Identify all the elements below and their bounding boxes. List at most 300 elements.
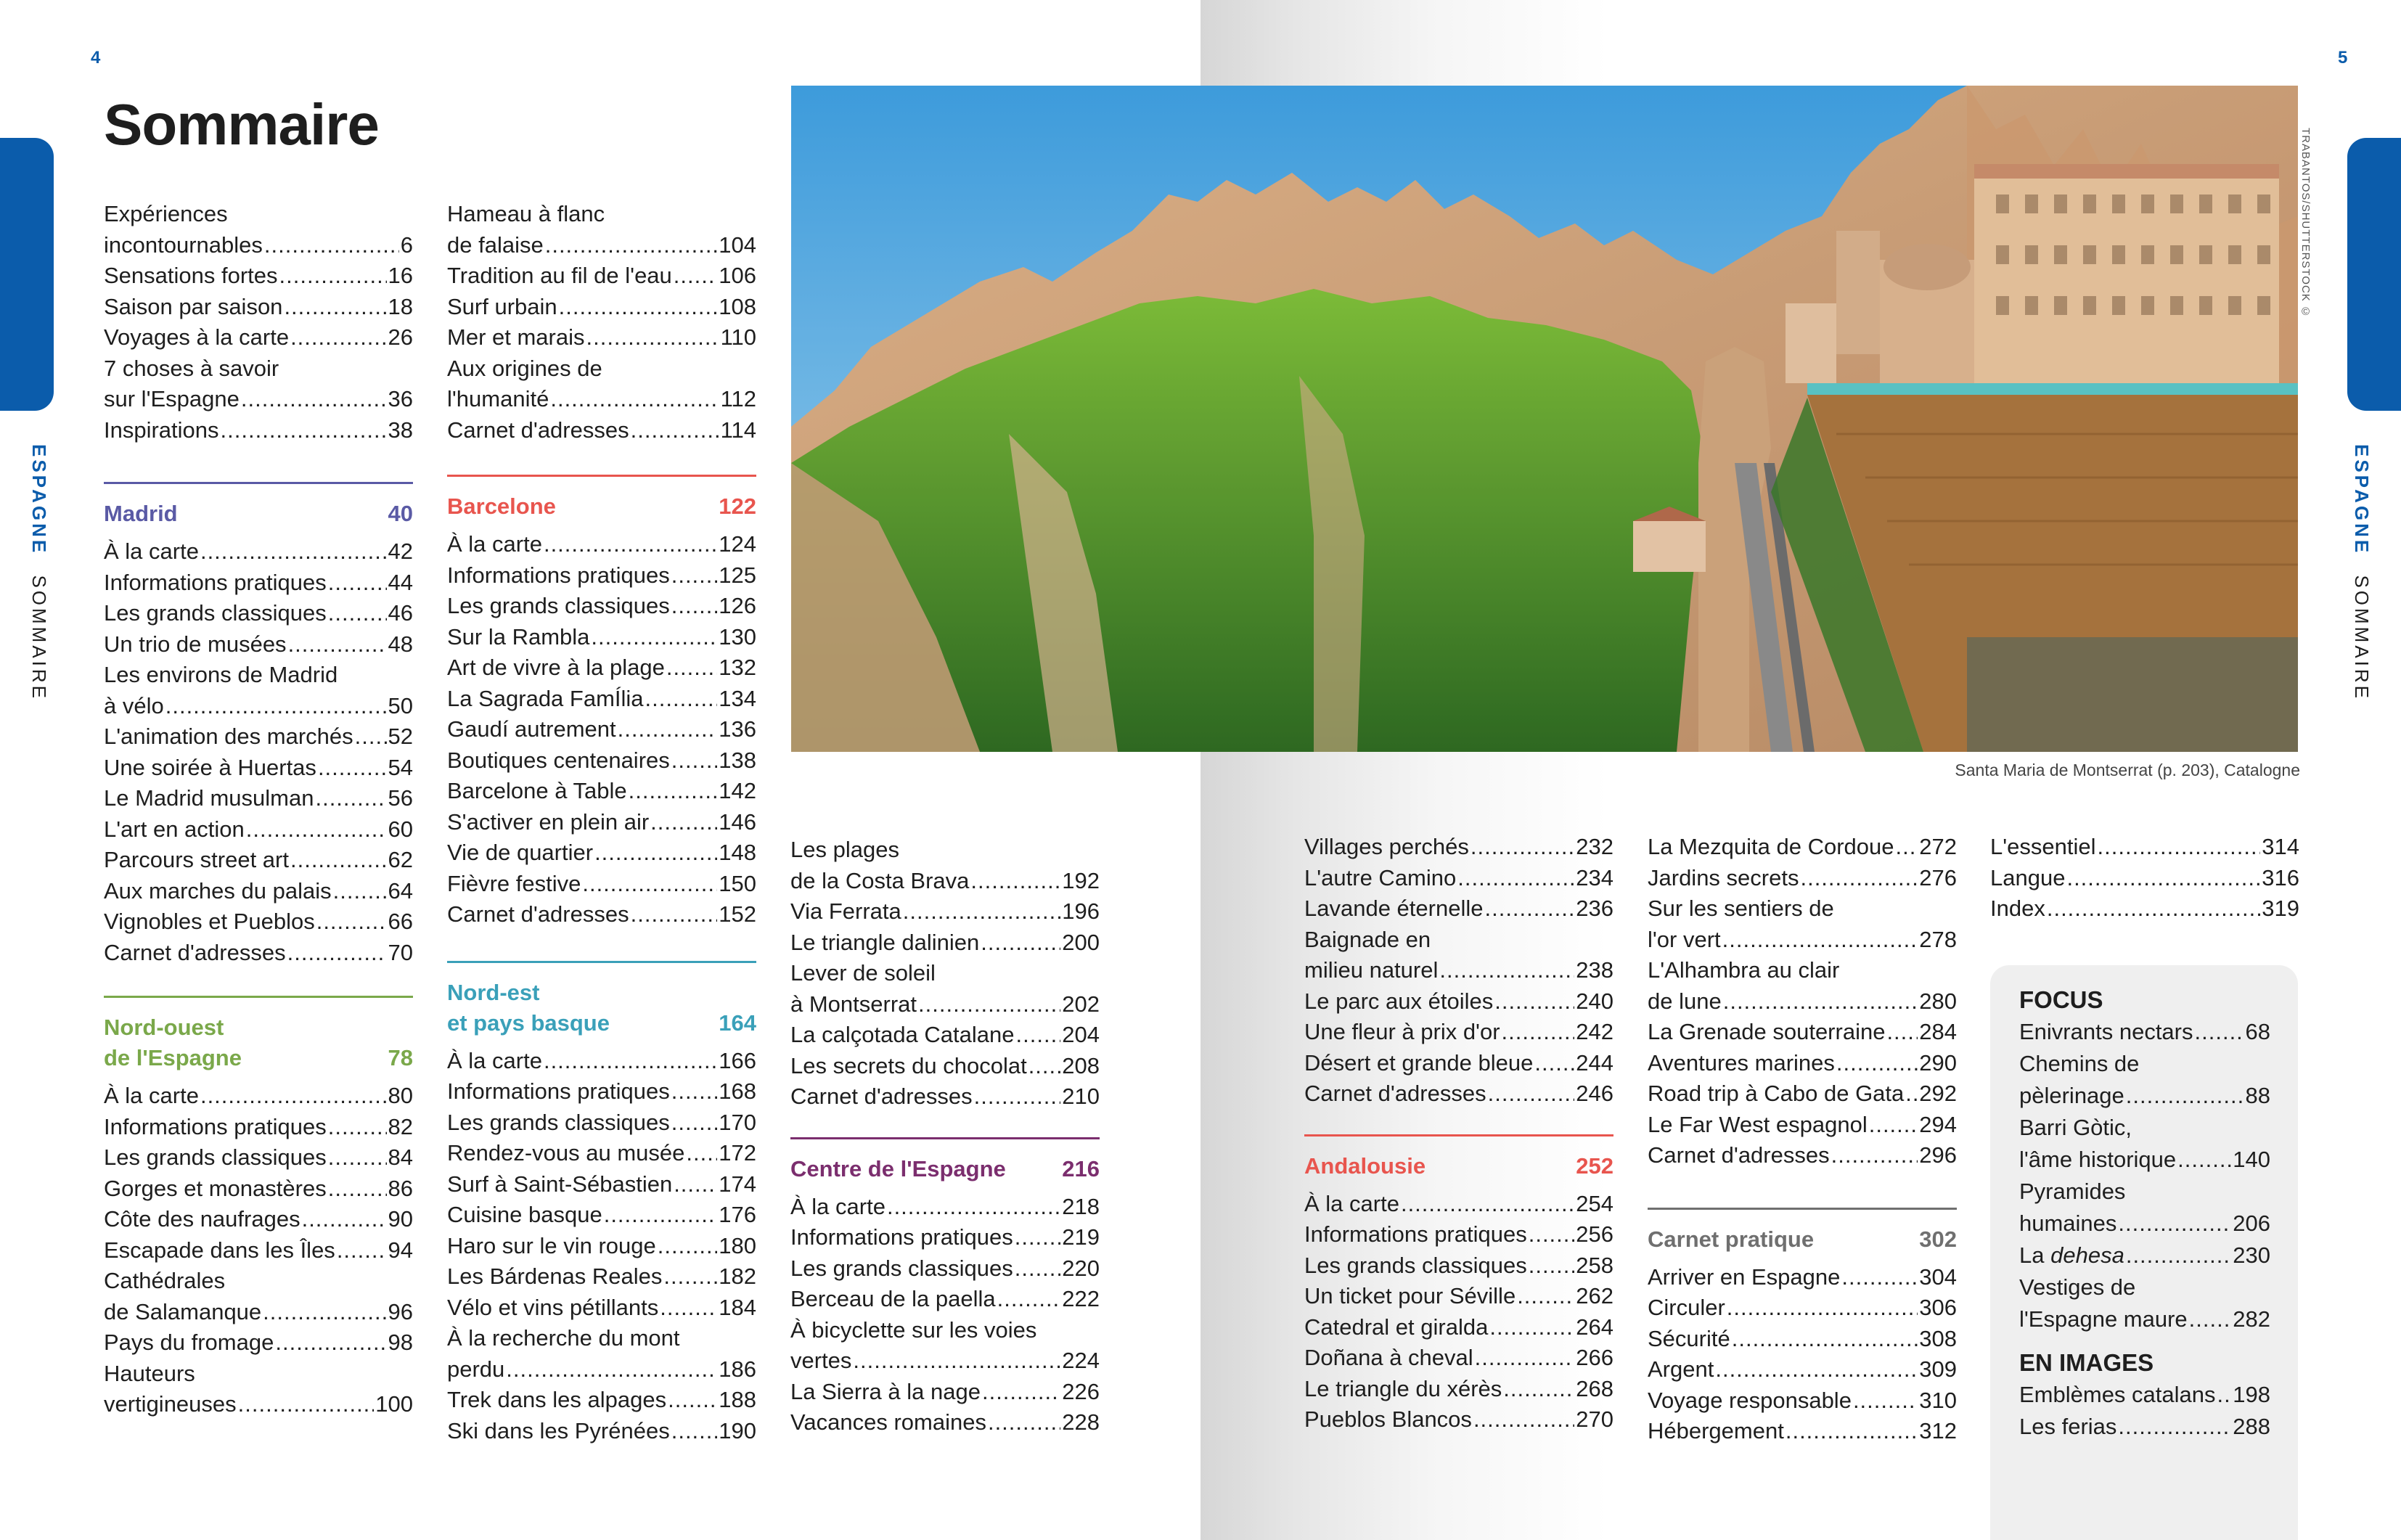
toc-entry-title: sur l'Espagne [104,386,240,411]
toc-entry-title: L'essentiel [1990,834,2096,859]
toc-entry-page: 126 [719,593,756,618]
toc-entry[interactable] [790,835,1100,896]
toc-entry-title: Aventures marines [1648,1049,1835,1076]
toc-entry[interactable] [447,869,756,900]
toc-entry[interactable] [104,1266,413,1327]
toc-entry-page: 190 [719,1417,756,1443]
toc-entry-title: Via Ferrata [790,898,901,924]
toc-entry-title-line: Aux origines de [447,355,602,381]
toc-entry-page: 314 [2262,834,2299,859]
dot-leader [1727,1293,1918,1324]
toc-section-centre [790,1137,1100,1438]
toc-entry-page: 132 [719,655,756,680]
toc-entry[interactable] [104,568,413,599]
section-heading-centre[interactable] [790,1137,1100,1184]
toc-entry[interactable] [790,1192,1100,1223]
toc-entry-title: Boutiques centenaires [447,747,670,773]
dot-leader [650,807,717,838]
toc-group-intro-3 [790,835,1100,1113]
toc-entry[interactable] [1648,1017,1957,1048]
toc-group-nordouest [104,1081,413,1420]
focus-box-content [2019,980,2270,1443]
toc-entry-title: Le Far West espagnol [1648,1111,1868,1137]
section-page-nordouest: 78 [388,1045,413,1070]
dot-leader [2047,893,2260,925]
toc-entry[interactable] [104,1112,413,1143]
toc-entry[interactable] [1304,863,1613,894]
dot-leader [328,1112,387,1143]
toc-entry[interactable] [104,1327,413,1359]
toc-entry-title: Escapade dans les Îles [104,1237,335,1263]
toc-entry[interactable] [1304,986,1613,1017]
toc-entry[interactable] [1304,1343,1613,1374]
toc-entry[interactable] [2019,1271,2270,1335]
toc-entry[interactable] [447,1261,756,1293]
dot-leader [1503,1374,1574,1405]
toc-entry-page: 166 [719,1047,756,1073]
toc-entry[interactable] [104,1359,413,1420]
toc-entry[interactable] [447,292,756,323]
toc-entry-title: à Montserrat [790,991,917,1017]
toc-entry-title: incontournables [104,232,263,258]
toc-entry-page: 94 [388,1237,413,1263]
toc-entry[interactable] [790,958,1100,1020]
section-heading-nordouest[interactable] [104,996,413,1073]
toc-entry[interactable] [790,896,1100,927]
dot-leader [2177,1144,2231,1176]
toc-entry-title: Sensations fortes [104,263,278,288]
toc-entry-title: Le triangle du xérès [1304,1375,1502,1401]
toc-entry[interactable] [104,536,413,568]
montserrat-photo [791,86,2298,752]
toc-entry[interactable] [104,938,413,969]
toc-entry[interactable] [1648,1324,1957,1355]
toc-entry[interactable] [447,714,756,745]
toc-entry[interactable] [447,684,756,715]
toc-entry[interactable] [1648,1385,1957,1417]
toc-entry[interactable] [447,899,756,930]
toc-entry[interactable] [1304,1374,1613,1405]
toc-entry[interactable] [104,1235,413,1266]
toc-entry[interactable] [447,1293,756,1324]
toc-entry[interactable] [104,783,413,814]
toc-entry-title: Cuisine basque [447,1202,602,1227]
toc-entry-page: 282 [2233,1306,2270,1332]
toc-group-centre [790,1192,1100,1438]
dot-leader [2217,1379,2232,1411]
toc-entry-title: Saison par saison [104,293,283,319]
toc-entry-page: 108 [719,293,756,319]
toc-entry[interactable] [1648,893,1957,955]
toc-entry[interactable] [1990,832,2299,863]
toc-entry[interactable] [1304,1250,1613,1282]
toc-group-intro-4 [1304,832,1613,1110]
toc-entry-page: 52 [388,724,413,749]
dot-leader [2118,1411,2231,1443]
side-label-left-bold: ESPAGNE [28,444,50,556]
dot-leader [1732,1324,1918,1355]
toc-entry-title-line: Les environs de Madrid [104,662,338,687]
toc-entry-title: Vacances romaines [790,1409,986,1435]
toc-group-focus [2019,1016,2270,1335]
toc-entry[interactable] [104,1204,413,1235]
toc-entry-page: 246 [1576,1081,1613,1106]
page-number-right: 5 [2338,48,2348,67]
toc-entry[interactable] [1648,1078,1957,1110]
toc-entry[interactable] [1648,955,1957,1017]
toc-entry-page: 114 [720,417,756,443]
toc-entry[interactable] [790,1284,1100,1315]
dot-leader [666,652,717,684]
toc-entry[interactable] [104,629,413,660]
toc-entry-page: 270 [1576,1406,1613,1432]
dot-leader [660,1293,717,1324]
toc-entry-page: 182 [719,1263,756,1289]
toc-entry[interactable] [1648,1048,1957,1079]
toc-entry[interactable] [447,1138,756,1169]
toc-entry-title: Road trip à Cabo de Gata [1648,1081,1905,1106]
toc-entry-page: 42 [388,538,413,564]
toc-entry[interactable] [1304,1017,1613,1048]
toc-section-carnet [1648,1208,1957,1447]
toc-entry-page: 296 [1919,1142,1957,1168]
toc-entry[interactable] [104,1081,413,1112]
toc-entry[interactable] [104,322,413,353]
toc-entry[interactable] [1648,1140,1957,1171]
toc-entry[interactable] [1304,1048,1613,1079]
dot-leader [674,261,717,292]
toc-entry[interactable] [104,753,413,784]
side-label-left-rest: SOMMAIRE [28,575,50,702]
section-heading-madrid[interactable] [104,482,413,529]
toc-entry-title: Informations pratiques [447,1078,670,1104]
toc-entry[interactable] [104,876,413,907]
section-title-nordouest-line-2: de l'Espagne [104,1045,242,1070]
dot-leader [337,1235,387,1266]
toc-entry-page: 312 [1919,1418,1957,1443]
dot-leader [2189,1303,2232,1335]
toc-entry-page: 304 [1919,1263,1957,1290]
toc-entry[interactable] [447,745,756,777]
dot-leader [887,1192,1060,1223]
toc-entry[interactable] [447,1385,756,1416]
dot-leader [1015,1253,1061,1285]
toc-entry-title-line: Hauteurs [104,1360,195,1386]
toc-entry[interactable] [1648,1110,1957,1141]
toc-entry[interactable] [104,660,413,721]
toc-entry-title: vertigineuses [104,1391,237,1417]
toc-entry[interactable] [1304,1404,1613,1435]
dot-leader [1488,1078,1575,1110]
toc-entry[interactable] [104,415,413,446]
toc-entry[interactable] [790,1020,1100,1051]
toc-entry-title-line: L'Alhambra au clair [1648,957,1840,983]
dot-leader [550,384,719,415]
focus-box [1990,965,2298,1540]
toc-entry-title: L'animation des marchés [104,724,353,749]
focus-heading: FOCUS [2019,986,2103,1013]
toc-entry[interactable] [1304,832,1613,863]
section-heading-nordest[interactable] [447,961,756,1039]
toc-entry[interactable] [447,1046,756,1077]
dot-leader [631,899,718,930]
toc-entry-title: l'humanité [447,386,549,411]
dot-leader [2118,1208,2231,1240]
toc-entry-title: Fièvre festive [447,870,581,896]
toc-entry[interactable] [1304,893,1613,925]
toc-entry-title: Hébergement [1648,1418,1784,1443]
toc-entry[interactable] [447,591,756,622]
toc-entry[interactable] [447,807,756,838]
toc-entry-title: Argent [1648,1356,1714,1382]
toc-entry-page: 258 [1576,1252,1613,1278]
toc-entry-title: Côte des naufrages [104,1206,300,1232]
toc-entry-title: Informations pratiques [104,569,327,595]
toc-entry-page: 294 [1919,1111,1957,1137]
chapter-tab-right [2347,138,2401,411]
toc-entry-title: Informations pratiques [104,1113,327,1139]
toc-entry-page: 88 [2245,1083,2270,1108]
toc-entry[interactable] [1304,925,1613,986]
toc-entry[interactable] [2019,1176,2270,1240]
toc-entry-page: 284 [1919,1019,1957,1044]
toc-entry-title-line: À la recherche du mont [447,1325,680,1351]
toc-entry[interactable] [790,1051,1100,1082]
toc-entry[interactable] [447,353,756,415]
toc-group-intro-1 [104,199,413,446]
toc-entry[interactable] [104,814,413,845]
toc-entry-title-line: Les plages [790,837,899,862]
toc-entry[interactable] [1648,863,1957,894]
toc-column-5 [1648,832,1957,1447]
toc-group-andalousie [1304,1189,1613,1435]
toc-entry[interactable] [1304,1078,1613,1110]
toc-section-madrid [104,482,413,968]
dot-leader [506,1354,717,1385]
toc-entry[interactable] [447,261,756,292]
toc-entry[interactable] [1648,832,1957,863]
toc-entry[interactable] [447,415,756,446]
toc-column-4 [1304,832,1613,1435]
toc-entry[interactable] [1648,1262,1957,1293]
toc-entry-page: 280 [1919,988,1957,1014]
toc-entry-title: Sécurité [1648,1325,1730,1351]
toc-entry-title: Jardins secrets [1648,864,1799,890]
dot-leader [671,1416,718,1447]
toc-entry-page: 226 [1062,1378,1100,1404]
dot-leader [1529,1219,1575,1250]
dot-leader [315,783,386,814]
dot-leader [302,1204,387,1235]
toc-entry[interactable] [790,1253,1100,1285]
toc-entry[interactable] [447,529,756,560]
toc-entry-title: Les grands classiques [104,600,327,626]
dot-leader [1015,1222,1061,1253]
side-label-right-bold: ESPAGNE [2351,444,2373,556]
toc-entry-page: 319 [2262,896,2299,921]
dot-leader [970,866,1060,897]
toc-entry[interactable] [447,1323,756,1385]
section-page-carnet: 302 [1919,1226,1957,1252]
dot-leader [328,1142,387,1174]
dot-leader [982,1377,1060,1408]
toc-entry-title: l'Espagne maure [2019,1306,2188,1332]
dot-leader [275,1327,386,1359]
toc-entry[interactable] [2019,1048,2270,1112]
dot-leader [318,753,387,784]
toc-entry[interactable] [447,652,756,684]
toc-entry-page: 200 [1062,929,1100,955]
dot-leader [1484,893,1574,925]
toc-entry[interactable] [447,1200,756,1231]
toc-entry[interactable] [1648,1416,1957,1447]
dot-leader [165,691,387,722]
toc-entry-title-line: Baignade en [1304,926,1431,952]
toc-entry[interactable] [104,353,413,415]
toc-entry[interactable] [790,1222,1100,1253]
page-number-left: 4 [91,48,101,67]
dot-leader [284,292,386,323]
dot-leader [671,745,718,777]
toc-entry[interactable] [104,292,413,323]
toc-entry-title: Villages perchés [1304,834,1469,859]
dot-leader [328,598,387,629]
toc-entry[interactable] [1990,863,2299,894]
dot-leader [645,684,718,715]
toc-entry[interactable] [2019,1240,2270,1271]
dot-leader [582,869,717,900]
toc-entry[interactable] [1304,1281,1613,1312]
toc-entry[interactable] [1648,1354,1957,1385]
dot-leader [1494,986,1574,1017]
dot-leader [918,989,1060,1020]
toc-entry-page: 60 [388,816,413,842]
toc-entry[interactable] [1648,1293,1957,1324]
toc-entry-title: Haro sur le vin rouge [447,1232,656,1258]
toc-entry[interactable] [2019,1112,2270,1176]
toc-entry-page: 138 [719,747,756,773]
toc-entry-title: Informations pratiques [1304,1221,1527,1247]
toc-entry[interactable] [2019,1379,2270,1411]
toc-entry-title: de la Costa Brava [790,867,970,893]
toc-entry-title-line: Lever de soleil [790,960,936,986]
section-heading-andalousie[interactable] [1304,1134,1613,1181]
toc-entry[interactable] [447,1076,756,1107]
toc-entry[interactable] [790,1377,1100,1408]
section-title-nordouest-line-1: Nord-ouest [104,1015,224,1040]
toc-entry-page: 134 [719,685,756,711]
toc-entry[interactable] [2019,1016,2270,1048]
toc-entry-page: 192 [1062,867,1100,893]
toc-entry[interactable] [447,622,756,653]
toc-entry[interactable] [104,199,413,261]
toc-entry-page: 254 [1576,1190,1613,1216]
toc-entry[interactable] [1304,1189,1613,1220]
toc-entry[interactable] [1304,1219,1613,1250]
toc-entry-title: Une fleur à prix d'or [1304,1019,1500,1044]
toc-entry[interactable] [104,1174,413,1205]
toc-entry-title: S'activer en plein air [447,808,650,835]
toc-entry[interactable] [104,906,413,938]
toc-entry-title: Doñana à cheval [1304,1345,1473,1370]
toc-entry[interactable] [447,837,756,869]
toc-entry-page: 219 [1062,1224,1100,1250]
toc-entry-page: 44 [388,569,413,595]
dot-leader [287,938,387,969]
toc-entry[interactable] [447,560,756,591]
toc-entry-page: 232 [1576,834,1613,859]
toc-entry-page: 70 [388,939,413,965]
images-heading: EN IMAGES [2019,1349,2154,1376]
dot-leader [663,1261,717,1293]
side-label-left [28,444,50,701]
toc-entry-title: milieu naturel [1304,957,1439,983]
toc-entry[interactable] [447,776,756,807]
toc-entry-page: 36 [388,386,413,411]
toc-entry-page: 64 [388,877,413,904]
toc-group-carnet [1648,1262,1957,1447]
toc-entry[interactable] [447,1107,756,1139]
toc-entry[interactable] [1990,893,2299,925]
toc-entry-title: Langue [1990,864,2066,890]
section-title-madrid: Madrid [104,501,178,526]
toc-entry-title: Pueblos Blancos [1304,1406,1472,1432]
toc-entry[interactable] [2019,1411,2270,1443]
toc-entry-title: Barcelone à Table [447,778,627,803]
dot-leader [671,1107,718,1139]
toc-entry[interactable] [447,1169,756,1200]
toc-entry[interactable] [447,322,756,353]
section-heading-barcelone[interactable] [447,475,756,522]
dot-leader [1502,1017,1575,1048]
dot-leader [618,714,718,745]
toc-entry[interactable] [104,721,413,753]
toc-entry-page: 184 [719,1294,756,1320]
toc-entry[interactable] [790,1315,1100,1377]
dot-leader [1831,1140,1918,1171]
toc-entry[interactable] [1304,1312,1613,1343]
section-page-andalousie: 252 [1576,1152,1613,1179]
toc-entry[interactable] [790,927,1100,959]
dot-leader [1786,1416,1918,1447]
toc-entry-page: 308 [1919,1325,1957,1351]
toc-entry[interactable] [790,1081,1100,1113]
toc-entry-title: Ski dans les Pyrénées [447,1417,670,1443]
dot-leader [545,230,718,261]
toc-entry-title: perdu [447,1356,505,1382]
toc-group-intro-2 [447,199,756,446]
toc-entry-page: 168 [719,1078,756,1104]
section-heading-carnet[interactable] [1648,1208,1957,1255]
toc-entry[interactable] [447,1416,756,1447]
toc-entry[interactable] [790,1407,1100,1438]
toc-entry-title: Mer et marais [447,324,585,350]
toc-entry-page: 230 [2233,1242,2270,1268]
toc-entry[interactable] [447,1231,756,1262]
toc-entry-title: Les ferias [2019,1414,2117,1439]
toc-entry[interactable] [104,845,413,876]
toc-entry[interactable] [447,199,756,261]
toc-entry-page: 172 [719,1140,756,1166]
dot-leader [1534,1048,1574,1079]
toc-entry[interactable] [104,598,413,629]
toc-entry-title: Trek dans les alpages [447,1387,667,1412]
toc-entry-page: 56 [388,785,413,811]
toc-entry-title: Informations pratiques [447,562,670,588]
toc-entry[interactable] [104,1142,413,1174]
toc-entry[interactable] [104,261,413,292]
dot-leader [1471,832,1574,863]
